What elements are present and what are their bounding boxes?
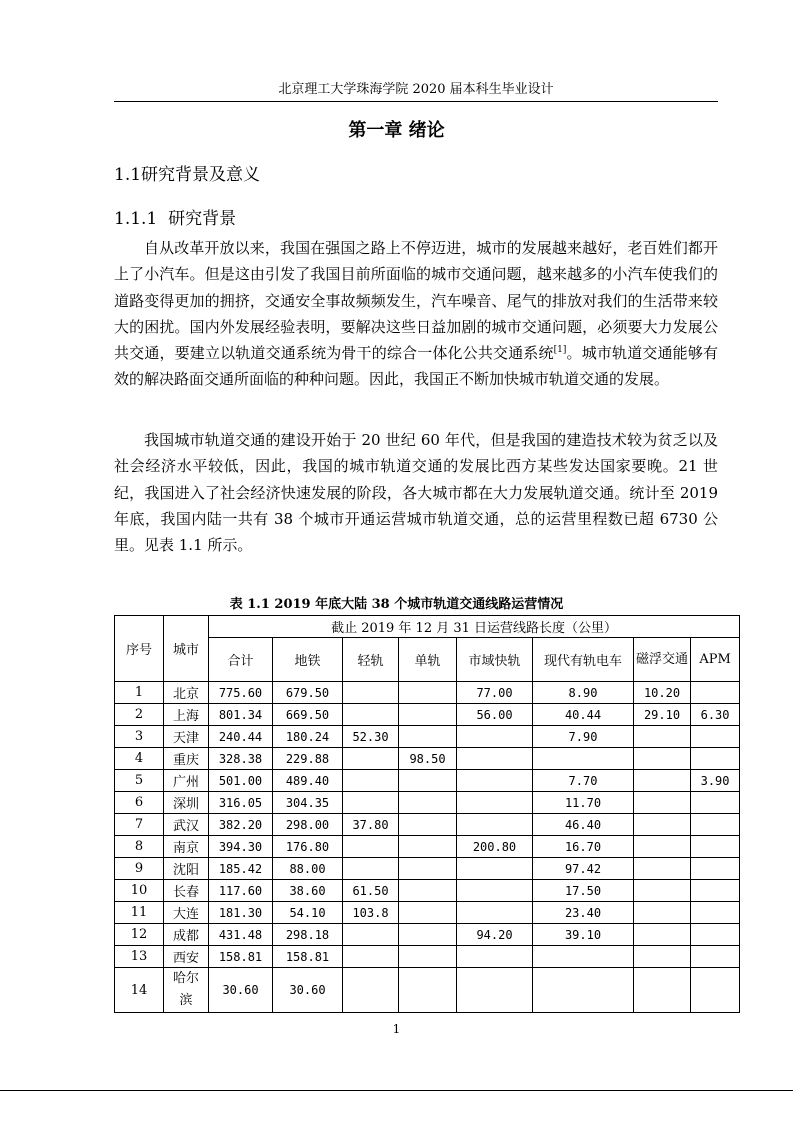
data-table (114, 615, 740, 1013)
length-cell: 11.70 (533, 792, 634, 814)
page-bottom-edge (0, 1090, 793, 1091)
column-header: 磁浮交通 (634, 638, 691, 682)
length-cell (399, 968, 457, 1013)
header-city: 城市 (164, 616, 209, 682)
table-row (115, 704, 740, 726)
length-cell (457, 880, 533, 902)
city-cell: 大连 (164, 902, 209, 924)
length-cell (634, 814, 691, 836)
length-cell: 394.30 (209, 836, 273, 858)
length-cell: 328.38 (209, 748, 273, 770)
length-cell: 669.50 (273, 704, 343, 726)
length-cell: 775.60 (209, 682, 273, 704)
table-subheader-row (115, 638, 740, 682)
length-cell (457, 968, 533, 1013)
column-header: 地铁 (273, 638, 343, 682)
reference-marker[interactable]: [1] (553, 345, 567, 356)
length-cell: 200.80 (457, 836, 533, 858)
page-number: 1 (392, 1022, 401, 1036)
paragraph-1 (114, 235, 718, 393)
length-cell: 39.10 (533, 924, 634, 946)
length-cell (399, 946, 457, 968)
length-cell: 103.8 (343, 902, 399, 924)
table-row (115, 946, 740, 968)
length-cell (691, 726, 740, 748)
table-row (115, 836, 740, 858)
length-cell: 181.30 (209, 902, 273, 924)
paragraph-2: 我国城市轨道交通的建设开始于 20 世纪 60 年代，但是我国的建造技术较为贫乏以及社会经济水平较低，因此，我国的城市轨道交通的发展比西方某些发达国家要晚。21 世纪，我国进入了社会经济快速发展的阶段，各大城市都在大力发展轨道交通。统计至 2019 年底，我国内陆一共有 38 个城市开通运营城市轨道交通，总的运营里程数已超 6730 公里。见表 1.1 所示。 (114, 431, 718, 555)
length-cell (399, 902, 457, 924)
row-number-cell: 10 (115, 880, 164, 902)
length-cell (343, 858, 399, 880)
length-cell: 185.42 (209, 858, 273, 880)
page-header: 北京理工大学珠海学院 2020 届本科生毕业设计 (278, 82, 554, 97)
length-cell: 298.18 (273, 924, 343, 946)
subsection-number: 1.1.1 (114, 209, 158, 229)
row-number-cell: 8 (115, 836, 164, 858)
length-cell: 158.81 (273, 946, 343, 968)
paragraph-1-text-cont: 。城市轨道交通能够有效的解决路面交通所面临的种种问题。因此，我国正不断加快城市轨道交通的发展。 (114, 344, 718, 389)
length-cell (691, 902, 740, 924)
length-cell (343, 968, 399, 1013)
column-header: 轻轨 (343, 638, 399, 682)
length-cell: 158.81 (209, 946, 273, 968)
city-cell: 广州 (164, 770, 209, 792)
length-cell: 16.70 (533, 836, 634, 858)
length-cell: 40.44 (533, 704, 634, 726)
length-cell (457, 770, 533, 792)
column-header: 单轨 (399, 638, 457, 682)
length-cell (399, 792, 457, 814)
column-header: 市域快轨 (457, 638, 533, 682)
row-number-cell: 3 (115, 726, 164, 748)
length-cell (399, 924, 457, 946)
city-cell: 西安 (164, 946, 209, 968)
city-cell: 天津 (164, 726, 209, 748)
length-cell (634, 748, 691, 770)
length-cell (634, 792, 691, 814)
table-row (115, 880, 740, 902)
length-cell: 316.05 (209, 792, 273, 814)
row-number-cell: 6 (115, 792, 164, 814)
length-cell (634, 770, 691, 792)
length-cell: 6.30 (691, 704, 740, 726)
length-cell (399, 814, 457, 836)
length-cell (457, 748, 533, 770)
section-number: 1.1 (114, 165, 142, 185)
length-cell: 180.24 (273, 726, 343, 748)
city-cell: 成都 (164, 924, 209, 946)
row-number-cell: 14 (115, 968, 164, 1013)
table-header-row (115, 616, 740, 638)
length-cell (399, 704, 457, 726)
length-cell: 679.50 (273, 682, 343, 704)
length-cell: 29.10 (634, 704, 691, 726)
length-cell: 88.00 (273, 858, 343, 880)
length-cell (691, 792, 740, 814)
length-cell (691, 836, 740, 858)
length-cell (691, 968, 740, 1013)
length-cell (634, 902, 691, 924)
table-row (115, 924, 740, 946)
length-cell: 94.20 (457, 924, 533, 946)
length-cell (457, 902, 533, 924)
length-cell (634, 968, 691, 1013)
length-cell: 801.34 (209, 704, 273, 726)
header-no: 序号 (115, 616, 164, 682)
table-body (115, 682, 740, 1013)
length-cell: 17.50 (533, 880, 634, 902)
length-cell: 176.80 (273, 836, 343, 858)
length-cell (634, 880, 691, 902)
length-cell (691, 814, 740, 836)
length-cell (399, 726, 457, 748)
column-header: 现代有轨电车 (533, 638, 634, 682)
length-cell (691, 748, 740, 770)
row-number-cell: 12 (115, 924, 164, 946)
length-cell (634, 726, 691, 748)
section-heading (114, 160, 260, 185)
length-cell: 98.50 (399, 748, 457, 770)
length-cell (399, 858, 457, 880)
length-cell: 10.20 (634, 682, 691, 704)
length-cell: 7.70 (533, 770, 634, 792)
length-cell: 61.50 (343, 880, 399, 902)
table-row (115, 902, 740, 924)
length-cell: 240.44 (209, 726, 273, 748)
length-cell (399, 770, 457, 792)
header-group: 截止 2019 年 12 月 31 日运营线路长度（公里） (209, 616, 740, 638)
city-cell: 武汉 (164, 814, 209, 836)
length-cell: 7.90 (533, 726, 634, 748)
city-cell: 南京 (164, 836, 209, 858)
length-cell (533, 748, 634, 770)
length-cell (343, 836, 399, 858)
paragraph-1-text: 自从改革开放以来，我国在强国之路上不停迈进，城市的发展越来越好，老百姓们都开上了小汽车。但是这由引发了我国目前所面临的城市交通问题，越来越多的小汽车使我们的道路变得更加的拥挤，交通安全事故频频发生，汽车噪音、尾气的排放对我们的生活带来较大的困扰。国内外发展经验表明，要解决这些日益加剧的城市交通问题，必须要大力发展公共交通，要建立以轨道交通系统为骨干的综合一体化公共交通系统 (114, 239, 718, 363)
table-row (115, 814, 740, 836)
length-cell: 117.60 (209, 880, 273, 902)
city-cell: 深圳 (164, 792, 209, 814)
city-cell: 沈阳 (164, 858, 209, 880)
length-cell: 52.30 (343, 726, 399, 748)
table-row (115, 968, 740, 1013)
city-cell: 上海 (164, 704, 209, 726)
length-cell (399, 880, 457, 902)
length-cell (457, 946, 533, 968)
length-cell (691, 946, 740, 968)
row-number-cell: 5 (115, 770, 164, 792)
length-cell (399, 682, 457, 704)
length-cell: 382.20 (209, 814, 273, 836)
length-cell (343, 946, 399, 968)
length-cell (634, 924, 691, 946)
length-cell: 46.40 (533, 814, 634, 836)
row-number-cell: 9 (115, 858, 164, 880)
table-row (115, 792, 740, 814)
row-number-cell: 11 (115, 902, 164, 924)
length-cell (343, 748, 399, 770)
table-row (115, 748, 740, 770)
length-cell: 54.10 (273, 902, 343, 924)
length-cell (634, 836, 691, 858)
length-cell (343, 770, 399, 792)
city-cell: 哈尔滨 (164, 968, 209, 1013)
length-cell (634, 946, 691, 968)
length-cell: 38.60 (273, 880, 343, 902)
length-cell: 77.00 (457, 682, 533, 704)
length-cell (343, 682, 399, 704)
chapter-title: 第一章 绪论 (348, 120, 445, 141)
length-cell: 37.80 (343, 814, 399, 836)
length-cell: 431.48 (209, 924, 273, 946)
city-cell: 北京 (164, 682, 209, 704)
length-cell: 8.90 (533, 682, 634, 704)
city-cell: 重庆 (164, 748, 209, 770)
length-cell: 229.88 (273, 748, 343, 770)
length-cell (457, 814, 533, 836)
row-number-cell: 4 (115, 748, 164, 770)
length-cell: 3.90 (691, 770, 740, 792)
length-cell (691, 880, 740, 902)
row-number-cell: 2 (115, 704, 164, 726)
length-cell (399, 836, 457, 858)
length-cell (343, 924, 399, 946)
length-cell: 501.00 (209, 770, 273, 792)
length-cell (343, 792, 399, 814)
length-cell (533, 968, 634, 1013)
table-caption: 表 1.1 2019 年底大陆 38 个城市轨道交通线路运营情况 (229, 597, 564, 612)
length-cell: 97.42 (533, 858, 634, 880)
length-cell: 23.40 (533, 902, 634, 924)
length-cell: 30.60 (273, 968, 343, 1013)
length-cell (533, 946, 634, 968)
length-cell: 489.40 (273, 770, 343, 792)
length-cell (457, 858, 533, 880)
table-row (115, 726, 740, 748)
city-cell: 长春 (164, 880, 209, 902)
subsection-title: 研究背景 (168, 209, 237, 229)
row-number-cell: 7 (115, 814, 164, 836)
length-cell: 30.60 (209, 968, 273, 1013)
length-cell (691, 924, 740, 946)
table-row (115, 682, 740, 704)
header-divider (114, 101, 718, 102)
table-row (115, 770, 740, 792)
row-number-cell: 1 (115, 682, 164, 704)
column-header: 合计 (209, 638, 273, 682)
length-cell (457, 726, 533, 748)
length-cell: 304.35 (273, 792, 343, 814)
table-head (115, 616, 740, 682)
length-cell (634, 858, 691, 880)
column-header: APM (691, 638, 740, 682)
section-title: 研究背景及意义 (141, 165, 261, 185)
subsection-heading (114, 204, 236, 229)
row-number-cell: 13 (115, 946, 164, 968)
length-cell: 56.00 (457, 704, 533, 726)
length-cell (457, 792, 533, 814)
table-row (115, 858, 740, 880)
length-cell: 298.00 (273, 814, 343, 836)
length-cell (691, 858, 740, 880)
length-cell (691, 682, 740, 704)
length-cell (343, 704, 399, 726)
